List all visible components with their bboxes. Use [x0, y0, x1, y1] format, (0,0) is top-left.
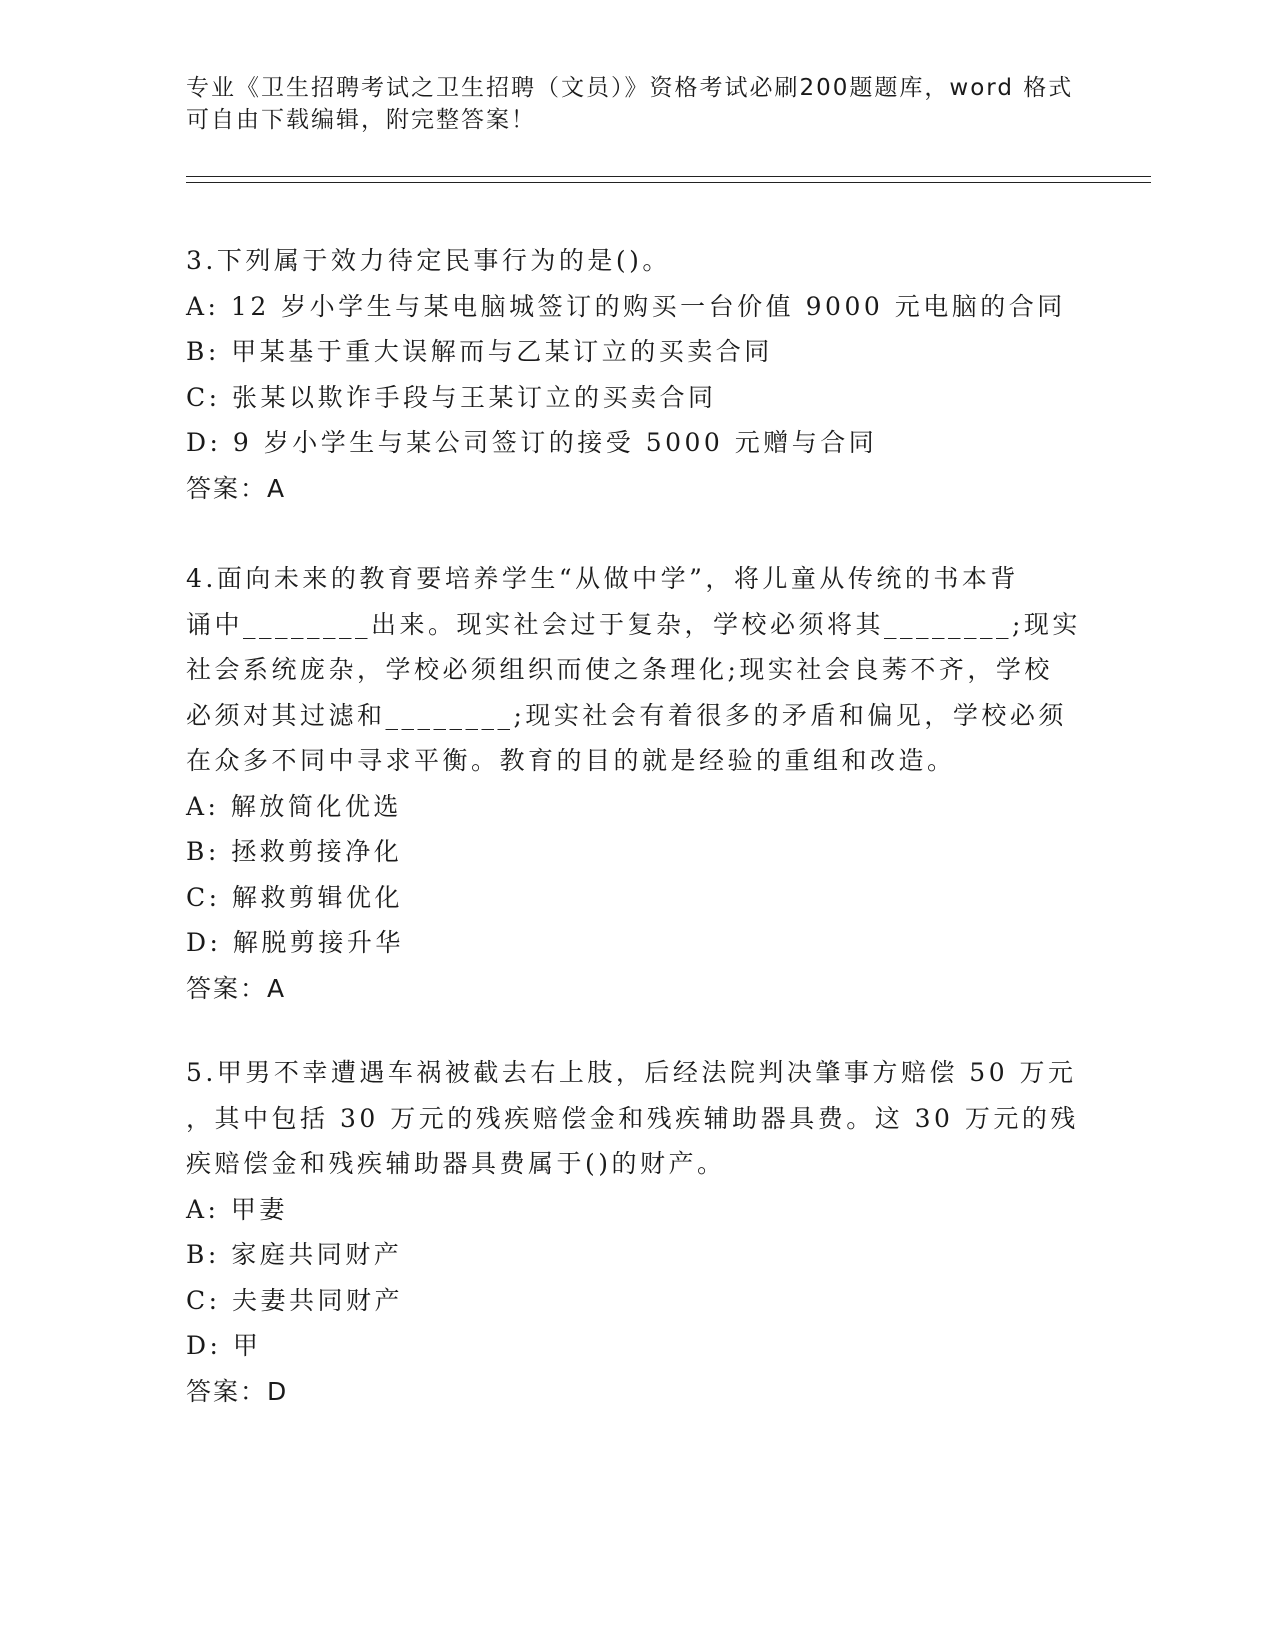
option-a: A: 解放简化优选: [186, 791, 402, 821]
question-4: [186, 556, 1081, 1011]
answer: 答案：A: [186, 973, 287, 1003]
question-stem: 在众多不同中寻求平衡。教育的目的就是经验的重组和改造。: [186, 746, 956, 775]
option-c: C: 夫妻共同财产: [186, 1285, 403, 1315]
question-stem: 社会系统庞杂，学校必须组织而使之条理化;现实社会良莠不齐，学校: [186, 655, 1053, 684]
option-c: C: 张某以欺诈手段与王某订立的买卖合同: [186, 382, 717, 412]
option-c: C: 解救剪辑优化: [186, 882, 403, 912]
option-b: B: 甲某基于重大误解而与乙某订立的买卖合同: [186, 337, 773, 366]
question-3: [186, 238, 1076, 511]
option-d: D: 甲: [186, 1331, 262, 1360]
option-d: D: 9 岁小学生与某公司签订的接受 5000 元赠与合同: [186, 428, 878, 457]
header-divider: [186, 182, 1151, 183]
question-stem: 疾赔偿金和残疾辅助器具费属于()的财产。: [186, 1149, 726, 1178]
question-5: [186, 1050, 1079, 1414]
header-line: 可自由下载编辑，附完整答案！: [186, 107, 536, 133]
option-a: A: 12 岁小学生与某电脑城签订的购买一台价值 9000 元电脑的合同: [186, 291, 1066, 321]
option-b: B: 家庭共同财产: [186, 1240, 403, 1269]
question-stem: 诵中________出来。现实社会过于复杂，学校必须将其________;现实: [186, 609, 1081, 639]
question-stem: 必须对其过滤和________;现实社会有着很多的矛盾和偏见，学校必须: [186, 700, 1067, 730]
option-a: A: 甲妻: [186, 1194, 288, 1224]
answer: 答案：D: [186, 1376, 289, 1406]
option-b: B: 拯救剪接净化: [186, 837, 403, 866]
answer: 答案：A: [186, 473, 287, 503]
header-line: 专业《卫生招聘考试之卫生招聘（文员）》资格考试必刷200题题库，word 格式: [186, 75, 1074, 101]
question-stem: 4.面向未来的教育要培养学生“从做中学”，将儿童从传统的书本背: [186, 564, 1019, 593]
question-stem: 3.下列属于效力待定民事行为的是()。: [186, 246, 671, 275]
header-divider: [186, 176, 1151, 177]
option-d: D: 解脱剪接升华: [186, 928, 404, 957]
document-header: [186, 72, 1074, 136]
question-stem: ，其中包括 30 万元的残疾赔偿金和残疾辅助器具费。这 30 万元的残: [186, 1103, 1079, 1133]
question-stem: 5.甲男不幸遭遇车祸被截去右上肢，后经法院判决肇事方赔偿 50 万元: [186, 1058, 1077, 1087]
